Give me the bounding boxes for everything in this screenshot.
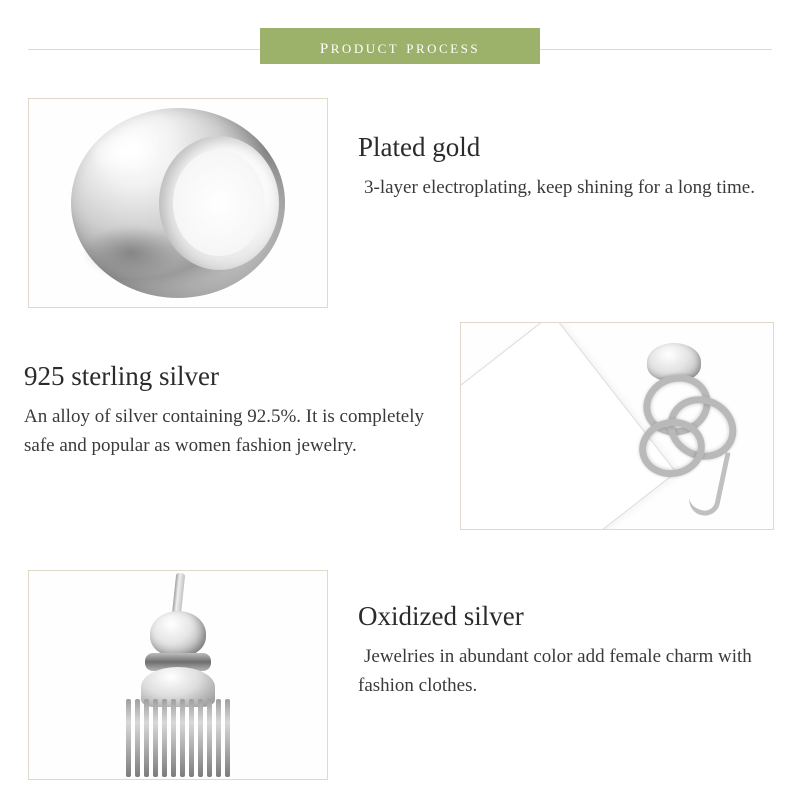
ring-inner-hole-core [173, 150, 265, 256]
section-title-oxidized-silver: Oxidized silver [358, 601, 524, 631]
section-image-sterling-silver [460, 322, 774, 530]
section-title-plated-gold: Plated gold [358, 132, 481, 162]
section-description-oxidized-silver: Jewelries in abundant color add female charm with fashion clothes. [358, 645, 752, 697]
header-banner [260, 28, 540, 64]
image-canvas-plated-gold [29, 99, 327, 307]
image-canvas-oxidized-silver [29, 571, 327, 779]
ring-highlight-shape [89, 130, 161, 178]
section-description-sterling-silver: An alloy of silver containing 92.5%. It is completely safe and popular as women fashion jewelry. [24, 405, 424, 457]
section-text-plated-gold [358, 133, 768, 202]
section-text-sterling-silver [24, 362, 424, 461]
image-canvas-sterling-silver [461, 323, 773, 529]
tassel-fringe-shape [126, 699, 230, 777]
page-title: product process [319, 33, 481, 58]
section-image-oxidized-silver [28, 570, 328, 780]
tassel-bead-shape [150, 611, 206, 657]
white-card-shape [460, 322, 677, 530]
section-title-sterling-silver: 925 sterling silver [24, 361, 219, 391]
section-image-plated-gold [28, 98, 328, 308]
ring-inner-hole-shape [159, 136, 279, 270]
section-description-plated-gold: 3-layer electroplating, keep shining for a long time. [364, 176, 755, 198]
ring-illustration [63, 108, 293, 298]
page-header [0, 28, 800, 72]
ring-shadow-shape [83, 226, 179, 278]
section-text-oxidized-silver [358, 602, 778, 701]
